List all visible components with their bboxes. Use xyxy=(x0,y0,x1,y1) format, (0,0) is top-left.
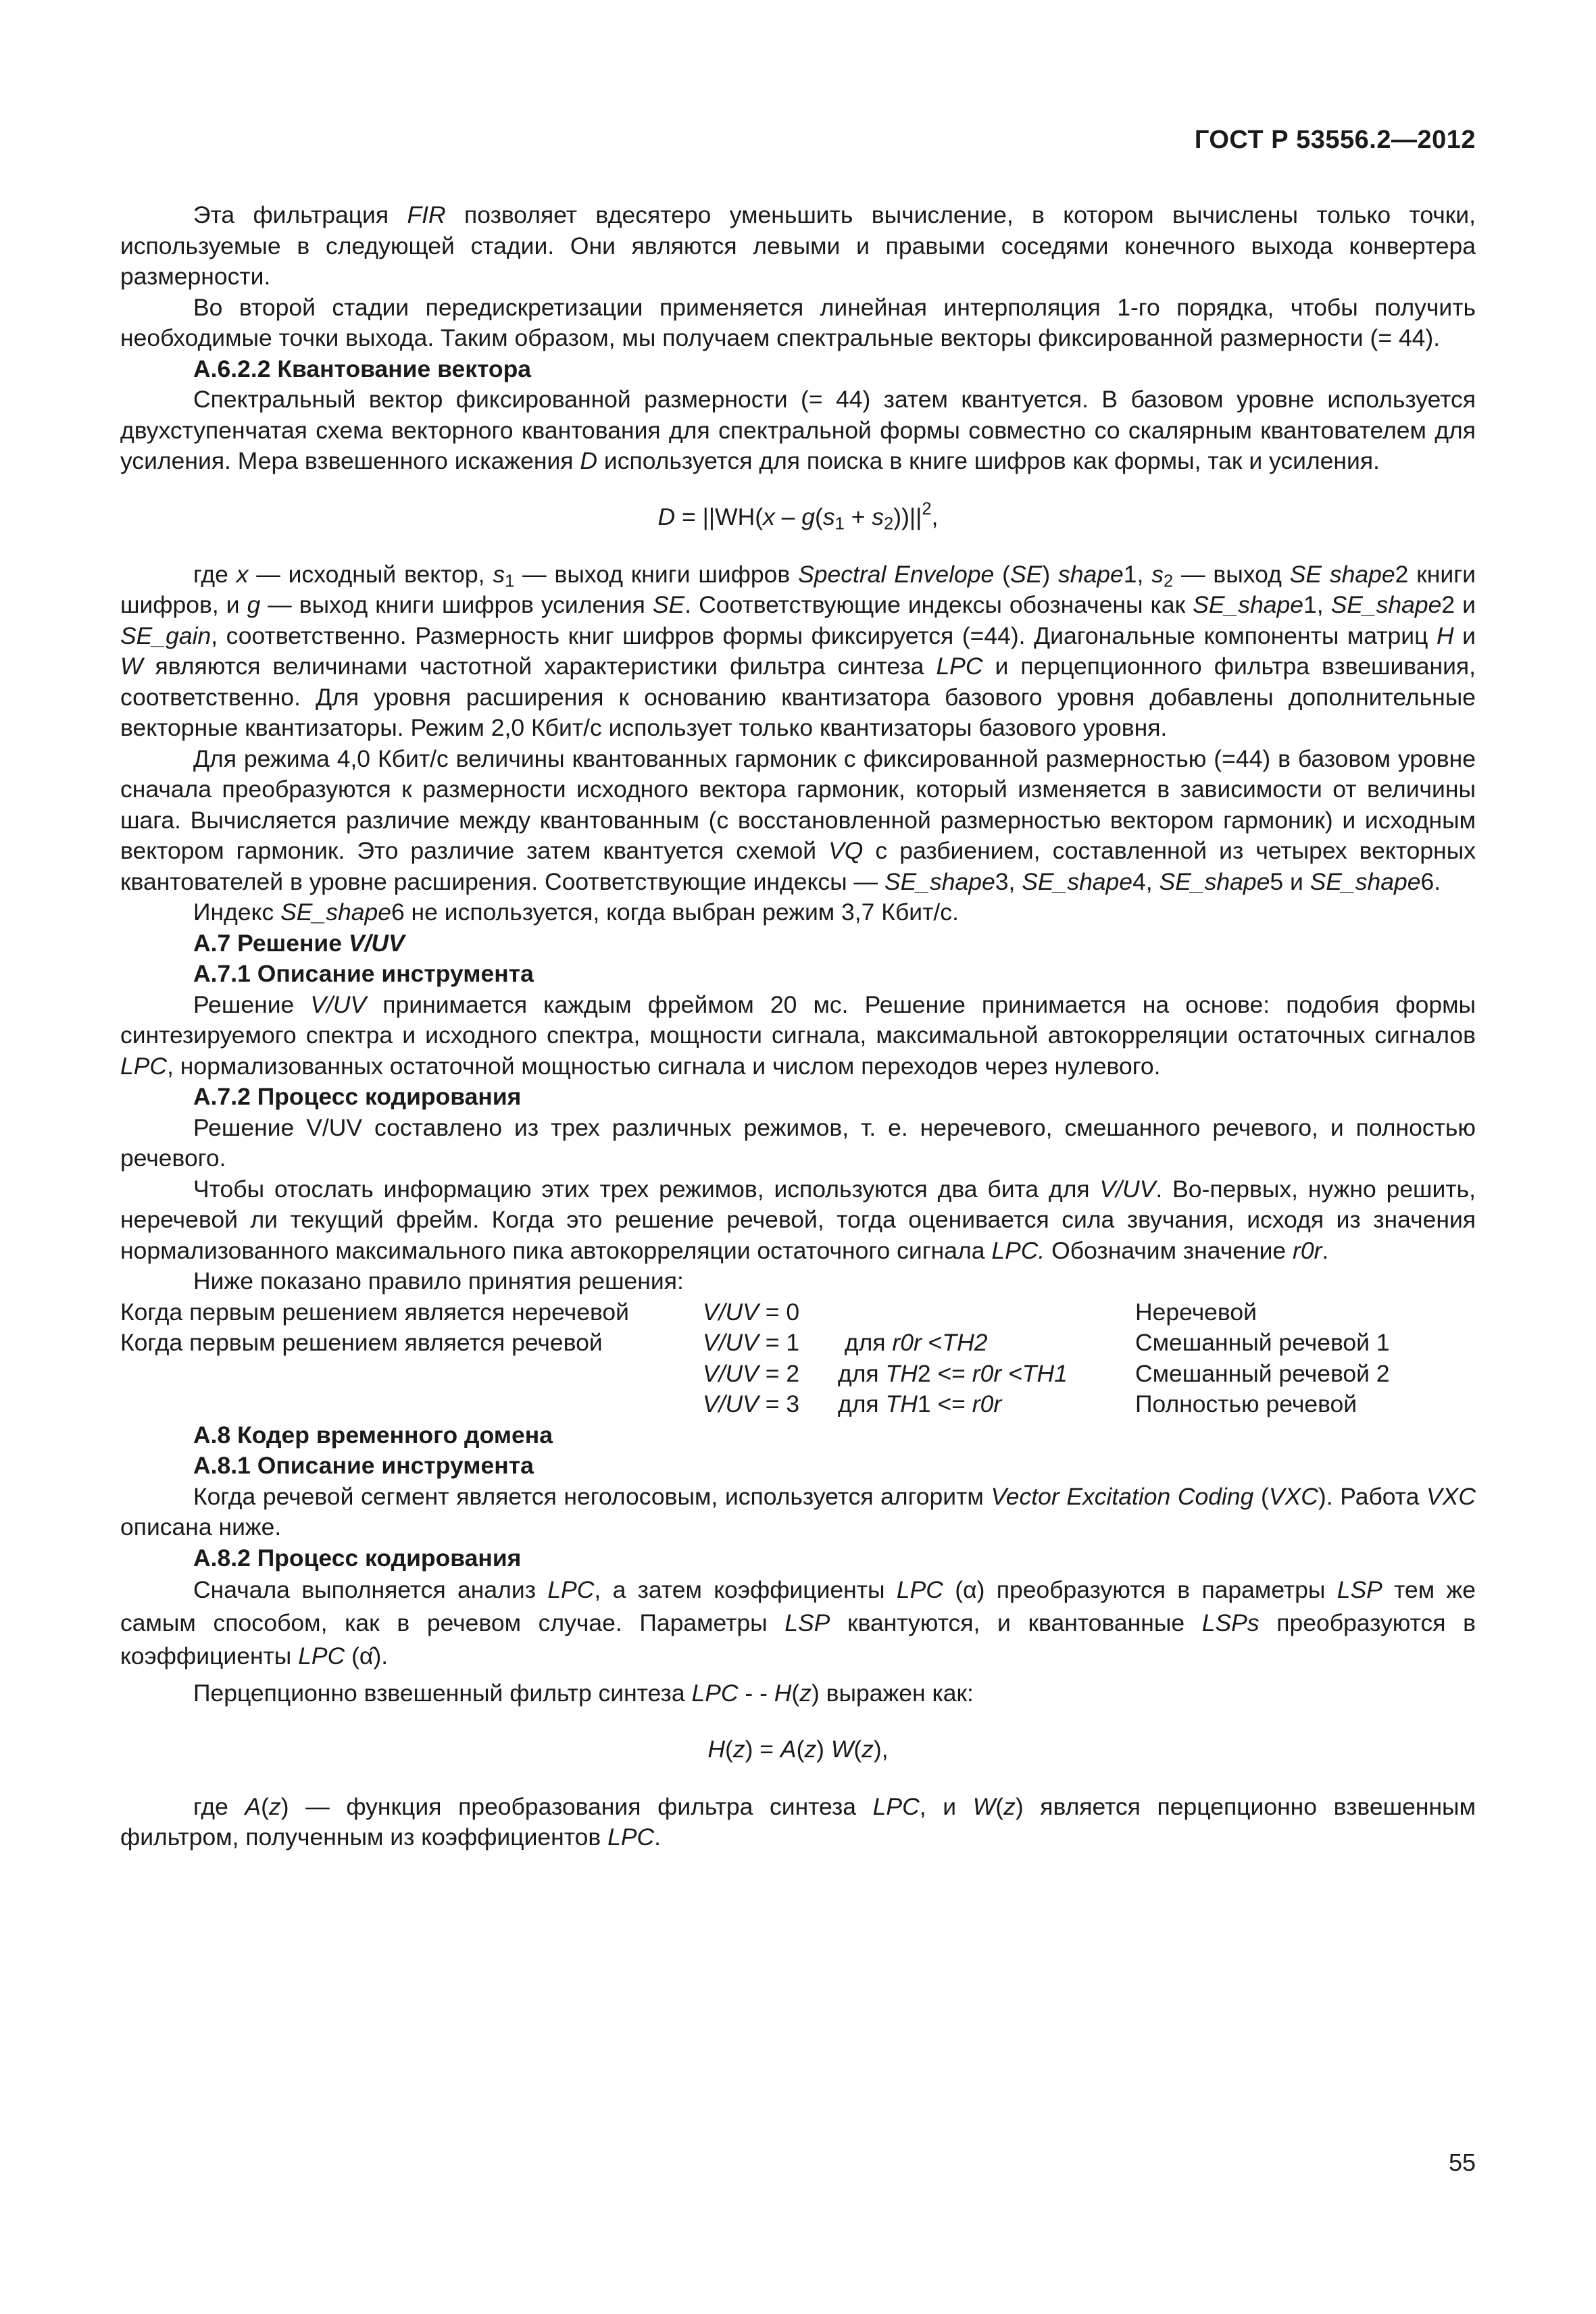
term: V/UV xyxy=(310,990,367,1018)
symbol: x xyxy=(763,503,775,530)
paragraph xyxy=(120,990,1476,1082)
term: LSP xyxy=(784,1609,830,1636)
subscript: 2 xyxy=(1163,571,1174,590)
text: 4, xyxy=(1132,867,1159,895)
term: V/UV xyxy=(703,1329,759,1356)
formula-synthesis-filter xyxy=(120,1734,1476,1765)
text: = 3 xyxy=(758,1390,800,1417)
symbol: z xyxy=(862,1735,874,1763)
text: 3, xyxy=(995,867,1022,895)
text: = ||WH( xyxy=(675,503,764,530)
text: ( xyxy=(261,1792,269,1820)
text: Решение xyxy=(193,990,311,1018)
text: Для режима 4,0 Кбит/с величины квантованных гармоник с фиксированной размерностью (=44) в базовом уровне сначала преобразуются к размерности исходного вектора гармоник, который изменяется в зависимости от величины шага. Вычисляется различие между квантованным (с восстановленной размерностью вектором гармоник) и исходным вектором гармоник. Это различие затем квантуется схемой xyxy=(120,745,1476,864)
term: V/UV xyxy=(1099,1175,1156,1203)
term: V/UV xyxy=(703,1359,759,1387)
paragraph: Во второй стадии передискретизации применяется линейная интерполяция 1-го порядка, чтобы получить необходимые точки выхода. Таким образом, мы получаем спектральные векторы фиксированной размерности (= 44). xyxy=(120,293,1476,351)
page-number: 55 xyxy=(1448,2148,1476,2176)
text: квантуются, и квантованные xyxy=(830,1609,1202,1636)
symbol: s xyxy=(822,503,835,530)
symbol: D xyxy=(657,503,676,530)
paragraph: Решение V/UV составлено из трех различных режимов, т. е. неречевого, смешанного речевого, и полностью речевого. xyxy=(120,1113,1476,1172)
text: ). Работа xyxy=(1318,1482,1426,1510)
subscript: 1 xyxy=(834,513,845,533)
text: - - xyxy=(738,1680,774,1707)
table-row xyxy=(120,1359,1476,1390)
text: где xyxy=(193,560,236,588)
text: ( xyxy=(1253,1482,1269,1510)
term: LPC xyxy=(298,1642,345,1669)
term: A xyxy=(245,1792,261,1820)
subscript: 2 xyxy=(884,513,894,533)
text: являются величинами частотной характеристики фильтра синтеза xyxy=(143,653,937,680)
text: преобразуются в коэффициенты xyxy=(120,1609,1476,1669)
term: H xyxy=(1436,622,1454,649)
table-row xyxy=(120,1328,1476,1359)
term: LPC xyxy=(936,653,983,680)
term: LPC xyxy=(896,1576,943,1603)
document-header: ГОСТ Р 53556.2—2012 xyxy=(1194,126,1476,154)
term: SE_shape xyxy=(1022,867,1133,895)
symbol: W xyxy=(830,1735,854,1763)
rule-vuv xyxy=(703,1389,838,1420)
term: SE_shape xyxy=(1330,591,1442,618)
text: — выход xyxy=(1173,560,1290,588)
paragraph xyxy=(120,1482,1476,1543)
rule-mode: Неречевой xyxy=(1135,1298,1257,1326)
term: z xyxy=(1003,1792,1016,1820)
text: описана ниже. xyxy=(120,1513,282,1540)
text: < xyxy=(921,1329,943,1356)
term: SE_shape xyxy=(884,867,995,895)
text: для xyxy=(838,1329,893,1356)
term: SE shape xyxy=(1289,560,1395,588)
term: g xyxy=(247,591,261,618)
paragraph: Ниже показано правило принятия решения: xyxy=(193,1267,684,1294)
text: для xyxy=(838,1390,886,1417)
rule-range xyxy=(838,1297,1135,1328)
term: LPC xyxy=(691,1680,739,1707)
rule-vuv xyxy=(703,1359,838,1390)
text: (α) преобразуются в параметры xyxy=(943,1576,1337,1603)
term: V/UV xyxy=(348,929,405,957)
section-heading: А.7.1 Описание инструмента xyxy=(193,960,534,987)
text: 2 <= xyxy=(917,1359,972,1387)
text: позволяет вдесятеро уменьшить вычисление, в котором вычислены только точки, используемые в следующей стадии. Они являются левыми и правыми соседями конечного выхода конвертера размерности. xyxy=(120,201,1476,290)
term: SE_gain xyxy=(120,622,211,649)
term: LPC. xyxy=(991,1236,1045,1264)
rule-vuv xyxy=(703,1328,838,1359)
text: ( xyxy=(994,560,1010,588)
text: , и xyxy=(919,1792,973,1820)
term: V/UV xyxy=(703,1390,759,1417)
table-row xyxy=(120,1389,1476,1420)
term: H xyxy=(774,1680,792,1707)
text: Эта фильтрация xyxy=(193,201,407,228)
text: ( xyxy=(725,1735,733,1763)
text: ) xyxy=(816,1735,831,1763)
term: s xyxy=(493,560,505,588)
text: , соответственно. Размерность книг шифров формы фиксируется (=44). Диагональные компоненты матриц xyxy=(211,622,1437,649)
text: ( xyxy=(796,1735,805,1763)
superscript: 2 xyxy=(922,499,932,519)
paragraph xyxy=(120,1574,1476,1673)
text: А.7 Решение xyxy=(193,929,349,957)
term: LSPs xyxy=(1201,1609,1260,1636)
text: где xyxy=(193,1792,245,1820)
text: Обозначим значение xyxy=(1045,1236,1293,1264)
text: 2 и xyxy=(1441,591,1476,618)
rule-mode: Смешанный речевой 1 xyxy=(1135,1329,1390,1356)
symbol: z xyxy=(804,1735,817,1763)
term: r0r xyxy=(972,1390,1002,1417)
symbol: g xyxy=(801,503,816,530)
text: = 2 xyxy=(758,1359,800,1387)
text: – xyxy=(774,503,802,530)
text: Сначала выполняется анализ xyxy=(193,1576,548,1603)
term: VXC xyxy=(1426,1482,1476,1510)
term: W xyxy=(120,653,143,680)
text: , xyxy=(931,503,939,530)
term: SE_shape xyxy=(1159,867,1270,895)
term: LPC xyxy=(872,1792,920,1820)
table-row xyxy=(120,1297,1476,1328)
term: x xyxy=(236,560,249,588)
text: используется для поиска в книге шифров как формы, так и усиления. xyxy=(597,447,1380,474)
rule-mode: Смешанный речевой 2 xyxy=(1135,1359,1390,1387)
text: . xyxy=(654,1823,662,1851)
text: ) — функция преобразования фильтра синтеза xyxy=(280,1792,873,1820)
text: ))|| xyxy=(893,503,922,530)
text: тем же самым способом, как в речевом случае. Параметры xyxy=(120,1576,1476,1636)
paragraph xyxy=(120,559,1476,744)
term: D xyxy=(580,447,598,474)
paragraph xyxy=(120,1174,1476,1267)
term: LSP xyxy=(1337,1576,1382,1603)
text: Индекс xyxy=(193,899,281,926)
section-heading: А.8 Кодер временного домена xyxy=(193,1421,553,1449)
term: LPC xyxy=(120,1052,168,1080)
rule-mode: Полностью речевой xyxy=(1135,1390,1357,1417)
text: Перцепционно взвешенный фильтр синтеза xyxy=(193,1680,692,1707)
rule-condition xyxy=(120,1389,703,1420)
decision-rule-table xyxy=(120,1297,1476,1420)
text: 1, xyxy=(1303,591,1331,618)
term: SE xyxy=(652,591,685,618)
subscript: 1 xyxy=(505,571,515,590)
term: VQ xyxy=(828,837,864,864)
text: ( xyxy=(995,1792,1004,1820)
text: для xyxy=(838,1359,886,1387)
term: SE xyxy=(1009,560,1043,588)
paragraph xyxy=(120,1792,1476,1853)
term: VXC xyxy=(1268,1482,1318,1510)
text: и xyxy=(1453,622,1476,649)
term: FIR xyxy=(407,201,446,228)
rule-condition: Когда первым решением является речевой xyxy=(120,1329,603,1356)
page xyxy=(120,0,1476,2314)
term: z xyxy=(268,1792,281,1820)
text: Чтобы отослать информацию этих трех режимов, используются два бита для xyxy=(193,1175,1100,1203)
term: TH xyxy=(885,1359,918,1387)
text: — выход книги шифров xyxy=(514,560,799,588)
term: TH2 xyxy=(942,1329,988,1356)
text: . xyxy=(1322,1236,1329,1264)
text: — исходный вектор, xyxy=(248,560,493,588)
text: + xyxy=(844,503,872,530)
formula-distortion xyxy=(120,501,1476,532)
text: 5 и xyxy=(1270,867,1310,895)
paragraph xyxy=(120,384,1476,477)
text: Спектральный вектор фиксированной размерности (= 44) затем квантуется. В базовом уровне используется двухступенчатая схема векторного квантования для спектральной формы совместно со скалярным квантователем для усиления. Мера взвешенного искажения xyxy=(120,386,1476,474)
term: r0r xyxy=(892,1329,922,1356)
text: = 0 xyxy=(758,1298,800,1326)
paragraph xyxy=(120,897,1476,928)
term: V/UV xyxy=(703,1298,759,1326)
text: ( xyxy=(815,503,823,530)
term: r0r <TH1 xyxy=(972,1359,1068,1387)
paragraph xyxy=(120,1678,1476,1709)
text: ( xyxy=(853,1735,862,1763)
symbol: H xyxy=(707,1735,726,1763)
term: LPC xyxy=(607,1823,655,1851)
term: SE_shape xyxy=(280,899,391,926)
document-body xyxy=(120,200,1476,1853)
term: TH xyxy=(885,1390,918,1417)
term: z xyxy=(799,1680,812,1707)
term: SE_shape xyxy=(1193,591,1303,618)
section-heading xyxy=(120,928,1476,959)
term: SE_shape xyxy=(1310,867,1421,895)
paragraph xyxy=(120,200,1476,293)
rule-range xyxy=(838,1389,1135,1420)
term: s xyxy=(1151,560,1164,588)
paragraph xyxy=(120,744,1476,898)
text: . Во-первых, нужно решить, неречевой ли текущий фрейм. Когда это решение речевой, тогда оценивается сила звучания, исходя из значения нормализованного максимального пика автокорреляции остаточного сигнала xyxy=(120,1175,1476,1264)
rule-range xyxy=(838,1359,1135,1390)
rule-vuv xyxy=(703,1297,838,1328)
text: и перцепционного фильтра взвешивания, соответственно. Для уровня расширения к основанию квантизатора базового уровня добавлены дополнительные векторные квантизаторы. Режим 2,0 Кбит/с использует только квантизаторы базового уровня. xyxy=(120,653,1476,741)
text: = 1 xyxy=(758,1329,800,1356)
text: , нормализованных остаточной мощностью сигнала и числом переходов через нулевого. xyxy=(167,1052,1161,1080)
symbol: z xyxy=(732,1735,745,1763)
text: , а затем коэффициенты xyxy=(594,1576,897,1603)
text: Когда речевой сегмент является неголосовым, используется алгоритм xyxy=(193,1482,991,1510)
text: ) xyxy=(1042,560,1058,588)
text: (α̂). xyxy=(345,1642,389,1669)
rule-condition xyxy=(120,1359,703,1390)
text: ) = xyxy=(745,1735,780,1763)
term: Spectral Envelope xyxy=(798,560,995,588)
text: 1, xyxy=(1123,560,1152,588)
text: 1 <= xyxy=(917,1390,972,1417)
section-heading: А.8.2 Процесс кодирования xyxy=(193,1544,522,1571)
text: ) является перцепционно взвешенным фильтром, полученным из коэффициентов xyxy=(120,1792,1476,1851)
rule-condition: Когда первым решением является неречевой xyxy=(120,1298,630,1326)
text: — выход книги шифров усиления xyxy=(260,591,653,618)
symbol: s xyxy=(872,503,884,530)
section-heading: А.7.2 Процесс кодирования xyxy=(193,1083,522,1110)
text: 2 книги шифров, и xyxy=(120,560,1476,618)
symbol: A xyxy=(780,1735,797,1763)
term: Vector Excitation Coding xyxy=(991,1482,1254,1510)
text: принимается каждым фреймом 20 мс. Решение принимается на основе: подобия формы синтезируемого спектра и исходного спектра, мощности сигнала, максимальной автокорреляции остаточных сигналов xyxy=(120,990,1476,1049)
rule-range xyxy=(838,1328,1135,1359)
term: W xyxy=(972,1792,996,1820)
text: . Соответствующие индексы обозначены как xyxy=(684,591,1193,618)
section-heading: А.6.2.2 Квантование вектора xyxy=(193,355,531,382)
text: 6. xyxy=(1420,867,1441,895)
term: r0r xyxy=(1293,1236,1322,1264)
text: ), xyxy=(873,1735,889,1763)
section-heading: А.8.1 Описание инструмента xyxy=(193,1452,534,1479)
text: с разбиением, составленной из четырех векторных квантователей в уровне расширения. Соответствующие индексы — xyxy=(120,837,1476,895)
text: ( xyxy=(791,1680,800,1707)
term: LPC xyxy=(547,1576,595,1603)
term: shape xyxy=(1058,560,1124,588)
text: 6 не используется, когда выбран режим 3,7 Кбит/с. xyxy=(391,899,959,926)
text: ) выражен как: xyxy=(811,1680,974,1707)
